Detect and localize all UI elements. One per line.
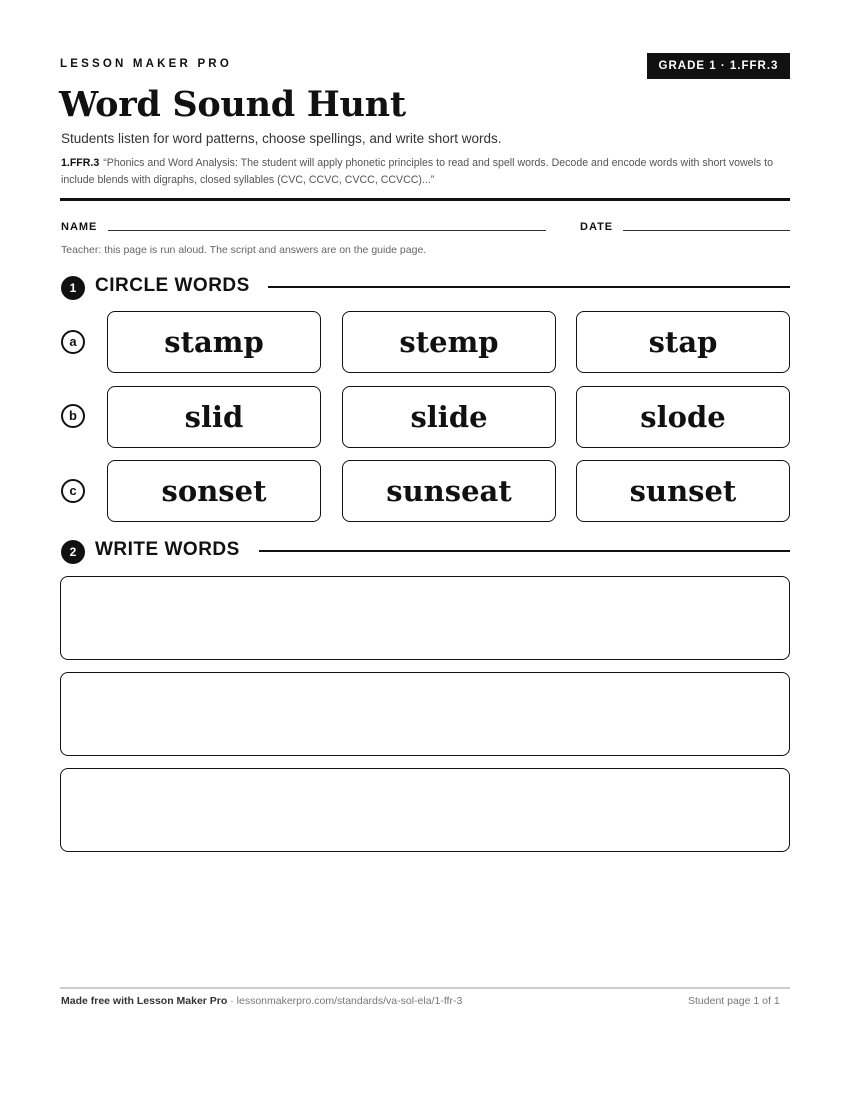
page-subtitle: Students listen for word patterns, choose spellings, and write short words. bbox=[61, 131, 502, 146]
date-label: DATE bbox=[580, 221, 614, 233]
name-label: NAME bbox=[61, 221, 98, 233]
word-choice[interactable]: stemp bbox=[342, 311, 556, 373]
section-title-write-words: WRITE WORDS bbox=[95, 539, 240, 560]
word-choice[interactable]: slode bbox=[576, 386, 790, 448]
row-letter-b: b bbox=[61, 404, 85, 428]
section-number-badge: 2 bbox=[61, 540, 85, 564]
word-choice[interactable]: sonset bbox=[107, 460, 321, 522]
word-choice[interactable]: slid bbox=[107, 386, 321, 448]
row-letter-a: a bbox=[61, 330, 85, 354]
row-letter-c: c bbox=[61, 479, 85, 503]
footer-credit bbox=[61, 995, 462, 1007]
header-divider bbox=[60, 198, 790, 201]
word-choice[interactable]: stap bbox=[576, 311, 790, 373]
standard-description bbox=[61, 155, 791, 188]
standard-code: 1.FFR.3 bbox=[61, 157, 100, 169]
section-divider bbox=[268, 286, 790, 288]
word-choice[interactable]: sunset bbox=[576, 460, 790, 522]
date-field[interactable] bbox=[623, 230, 790, 231]
footer-divider bbox=[60, 987, 790, 989]
write-answer-box[interactable] bbox=[60, 768, 790, 852]
standard-text: “Phonics and Word Analysis: The student will apply phonetic principles to read and spell words. Decode and encode words with short vowels to include blends with digraphs, closed syllables (CVC, CCVC, CVCC, CCVCC)...” bbox=[61, 157, 773, 186]
brand-name: LESSON MAKER PRO bbox=[60, 58, 232, 70]
word-choice[interactable]: slide bbox=[342, 386, 556, 448]
write-answer-box[interactable] bbox=[60, 672, 790, 756]
footer-separator: · bbox=[227, 995, 237, 1007]
name-field[interactable] bbox=[108, 230, 546, 231]
section-divider bbox=[259, 550, 790, 552]
word-choice[interactable]: stamp bbox=[107, 311, 321, 373]
page-number: Student page 1 of 1 bbox=[688, 995, 780, 1007]
footer-made-with: Made free with Lesson Maker Pro bbox=[61, 995, 228, 1007]
page-title: Word Sound Hunt bbox=[59, 84, 406, 125]
section-title-circle-words: CIRCLE WORDS bbox=[95, 275, 250, 296]
section-number-badge: 1 bbox=[61, 276, 85, 300]
footer-url[interactable]: lessonmakerpro.com/standards/va-sol-ela/1-ffr-3 bbox=[236, 995, 463, 1007]
word-choice[interactable]: sunseat bbox=[342, 460, 556, 522]
teacher-note: Teacher: this page is run aloud. The script and answers are on the guide page. bbox=[61, 244, 427, 256]
grade-badge: GRADE 1 · 1.FFR.3 bbox=[647, 53, 790, 79]
write-answer-box[interactable] bbox=[60, 576, 790, 660]
